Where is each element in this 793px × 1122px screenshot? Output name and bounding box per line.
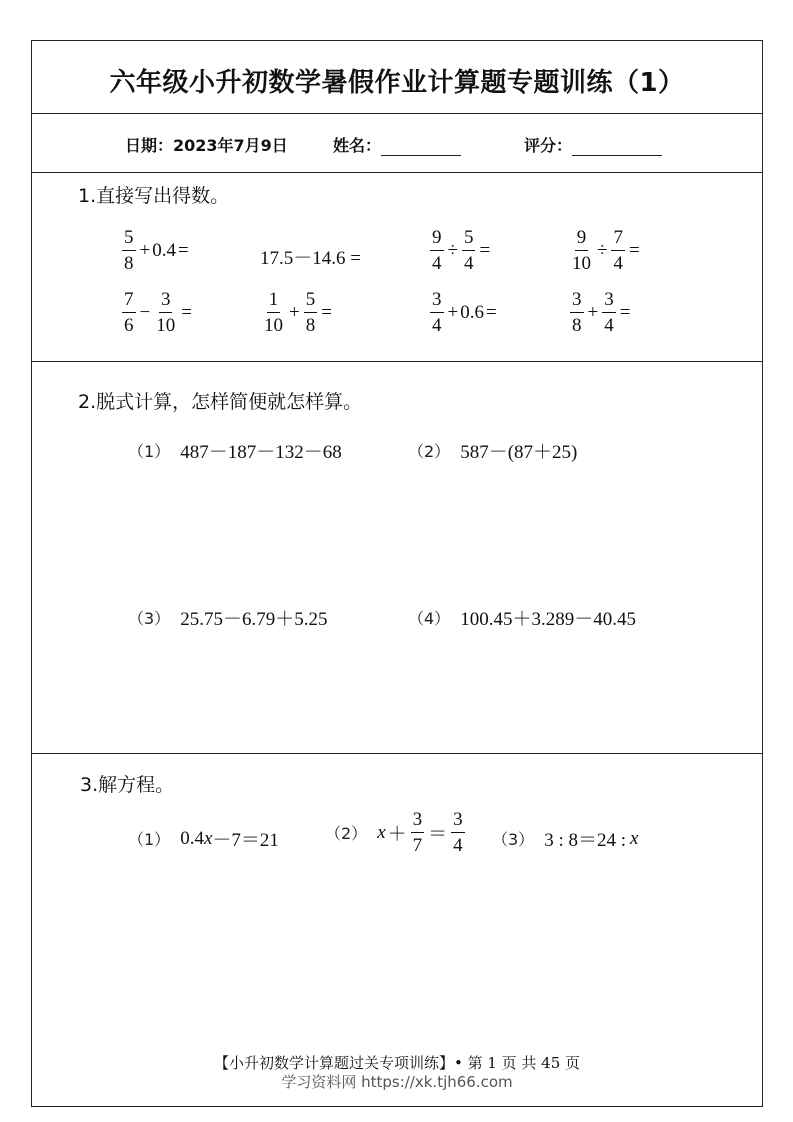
s1-problem-3: $\frac{9}{4}$ ÷ $\frac{5}{4}$ = [432,227,491,274]
s1-problem-6: $\frac{1}{10}$ + $\frac{5}{8}$ = [264,289,332,336]
fraction: $\frac{3}{4}$ [453,809,463,856]
s3-equation-3: （3） 3 : 8＝24 : x [492,827,639,851]
fraction: $\frac{5}{4}$ [463,227,474,274]
s2-problem-4: （4） 100.45＋3.289－40.45 [408,609,636,630]
fraction: $\frac{1}{10}$ [264,289,283,336]
s2-problem-3: （3） 25.75－6.79＋5.25 [128,609,328,630]
score-field[interactable] [524,133,662,156]
fraction: $\frac{3}{4}$ [604,289,614,336]
s2-problem-2: （2） 587－(87＋25) [408,442,578,463]
score-blank[interactable] [572,137,662,156]
s2-problem-1: （1） 487－187－132－68 [128,442,342,463]
name-label: 姓名： [333,136,382,155]
fraction: $\frac{7}{4}$ [613,227,623,274]
fraction: $\frac{3}{4}$ [432,289,442,336]
fraction: $\frac{3}{10}$ [156,289,176,336]
section1-title: 1.直接写出得数。 [78,185,230,207]
score-label: 评分： [524,136,573,155]
top-rule [31,40,763,41]
source-watermark: 学习资料网 https://xk.tjh66.com [281,1073,513,1091]
page-footer: 【小升初数学计算题过关专项训练】• 第 1 页 共 45 页 [213,1054,581,1072]
fraction: $\frac{9}{10}$ [572,227,591,274]
fraction: $\frac{3}{8}$ [572,289,582,336]
date-text: 日期：2023年7月9日 [125,136,288,155]
bottom-rule [31,1106,763,1107]
section1-rule [31,361,763,362]
section2-rule [31,753,763,754]
name-blank[interactable] [381,137,461,156]
s1-problem-5: $\frac{7}{6}$ − $\frac{3}{10}$ = [124,289,192,336]
title-rule [31,113,763,114]
page-title: 六年级小升初数学暑假作业计算题专题训练（1） [109,68,685,98]
name-field[interactable] [333,133,461,156]
s1-problem-1: $\frac{5}{8}$ + 0.4 = [124,227,189,274]
info-rule [31,172,763,173]
fraction: $\frac{5}{8}$ [124,227,134,274]
section3-title: 3.解方程。 [80,774,175,796]
fraction: $\frac{7}{6}$ [124,289,134,336]
fraction: $\frac{3}{7}$ [412,809,423,856]
s1-problem-7: $\frac{3}{4}$ + 0.6 = [432,289,497,336]
s1-problem-2: 17.5－14.6 = [260,248,361,269]
s1-problem-8: $\frac{3}{8}$ + $\frac{3}{4}$ = [572,289,631,336]
s3-equation-2: （2） x ＋ $\frac{3}{7}$ ＝ $\frac{3}{4}$ [325,809,463,856]
s3-equation-1: （1） 0.4 x －7＝21 [128,827,279,851]
fraction: $\frac{9}{4}$ [432,227,442,274]
fraction: $\frac{5}{8}$ [305,289,316,336]
s1-problem-4: $\frac{9}{10}$ ÷ $\frac{7}{4}$ = [572,227,640,274]
section2-title: 2.脱式计算，怎样简便就怎样算。 [78,391,363,413]
